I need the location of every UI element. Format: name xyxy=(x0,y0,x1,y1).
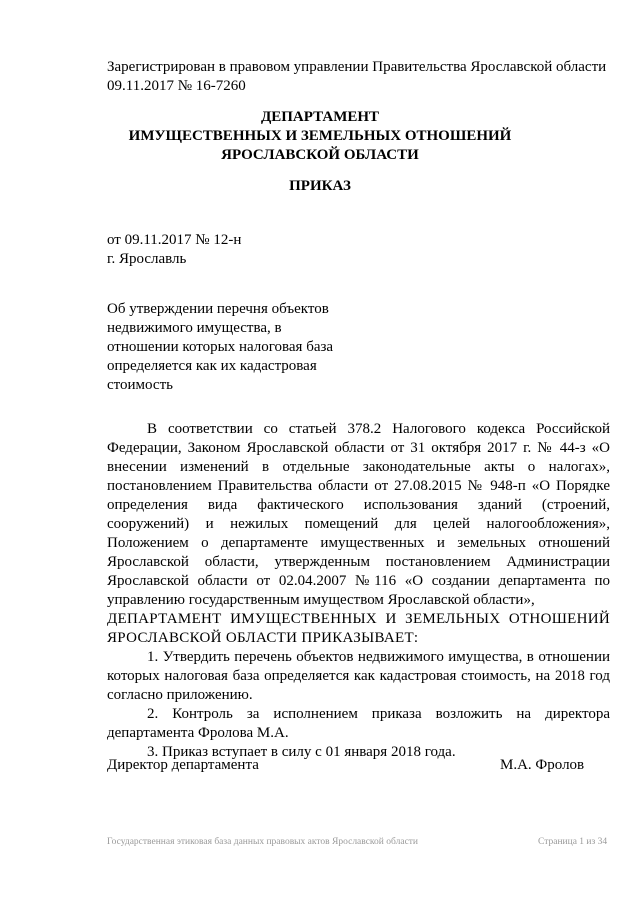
document-body xyxy=(107,420,610,762)
order-item-2: 2. Контроль за исполнением приказа возложить на директора департамента Фролова М.А. xyxy=(107,706,610,741)
footer-page-number: Страница 1 из 34 xyxy=(538,837,608,847)
footer-source: Государственная этиковая база данных правовых актов Ярославской области xyxy=(107,837,419,847)
document-type: ПРИКАЗ xyxy=(289,178,351,194)
city: г. Ярославль xyxy=(107,251,187,267)
department-line-3: ЯРОСЛАВСКОЙ ОБЛАСТИ xyxy=(221,147,419,163)
department-line-1: ДЕПАРТАМЕНТ xyxy=(260,109,380,125)
signature-position: Директор департамента xyxy=(107,757,259,773)
department-header xyxy=(0,108,640,165)
order-item-3: 3. Приказ вступает в силу с 01 января 2018 года. xyxy=(147,744,456,760)
subject-line-4: определяется как их кадастровая xyxy=(107,358,317,374)
subject-line-2: недвижимого имущества, в xyxy=(107,320,282,336)
date-number: от 09.11.2017 № 12-н xyxy=(107,232,242,248)
document-subject xyxy=(107,300,352,395)
registration-stamp xyxy=(107,58,617,96)
signature-name: М.А. Фролов xyxy=(500,757,585,773)
document-meta xyxy=(107,231,407,269)
subject-line-1: Об утверждении перечня объектов xyxy=(107,301,329,317)
preamble-paragraph: В соответствии со статьей 378.2 Налогового кодекса Российской Федерации, Законом Ярославской области от 31 октября 2017 г. № 44-з «О внесении изменений в отдельные законодательные акты о налогах», постановлением Правительства области от 27.08.2015 № 948-п «О Порядке определения вида фактического использования зданий (строений, сооружений) и нежилых помещений для целей налогообложения», Положением о департаменте имущественных и земельных отношений Ярославской области, утвержденным постановлением Администрации Ярославской области от 02.04.2007 №116 «О создании департамента по управлению государственным имуществом Ярославской области», xyxy=(107,421,610,608)
subject-line-3: отношении которых налоговая база xyxy=(107,339,334,355)
department-line-2: ИМУЩЕСТВЕННЫХ И ЗЕМЕЛЬНЫХ ОТНОШЕНИЙ xyxy=(128,128,512,144)
registration-line-2: 09.11.2017 № 16-7260 xyxy=(107,78,246,94)
order-item-1: 1. Утвердить перечень объектов недвижимого имущества, в отношении которых налоговая база определяется как кадастровая стоимость, на 2018 год согласно приложению. xyxy=(107,649,610,703)
registration-line-1: Зарегистрирован в правовом управлении Правительства Ярославской области xyxy=(107,59,607,75)
subject-line-5: стоимость xyxy=(107,377,173,393)
orders-heading: ДЕПАРТАМЕНТ ИМУЩЕСТВЕННЫХ И ЗЕМЕЛЬНЫХ ОТНОШЕНИЙ ЯРОСЛАВСКОЙ ОБЛАСТИ ПРИКАЗЫВАЕТ: xyxy=(107,611,610,646)
